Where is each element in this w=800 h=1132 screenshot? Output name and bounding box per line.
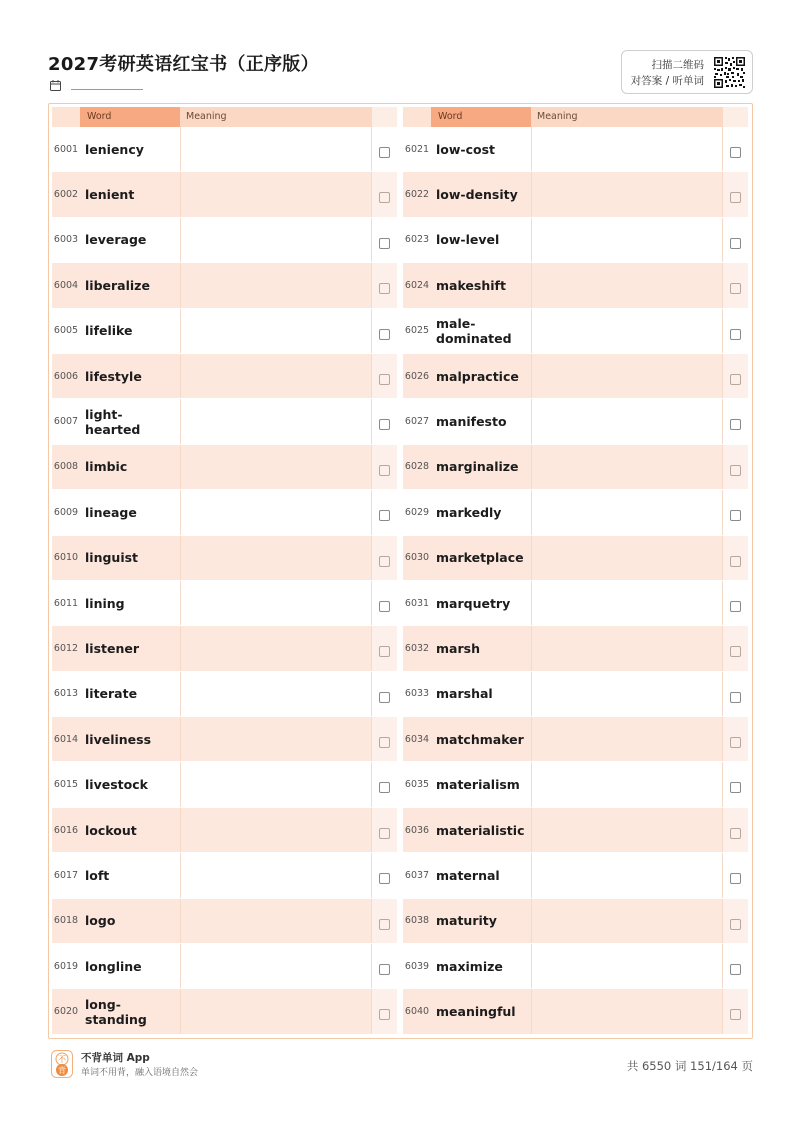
entry-number: 6014: [53, 733, 79, 745]
table-row: [52, 626, 397, 671]
table-row: [403, 762, 748, 807]
entry-word: limbic: [85, 459, 128, 475]
table-row: [52, 309, 397, 354]
table-row: [403, 626, 748, 671]
meaning-blank[interactable]: [531, 808, 723, 852]
meaning-blank[interactable]: [531, 490, 723, 534]
table-row: [403, 944, 748, 989]
entry-word: manifesto: [436, 414, 507, 430]
checkbox[interactable]: [730, 737, 741, 748]
checkbox[interactable]: [379, 192, 390, 203]
entry-word: leverage: [85, 232, 147, 248]
table-row: [52, 399, 397, 444]
entry-number: 6004: [53, 279, 79, 291]
checkbox[interactable]: [730, 782, 741, 793]
entry-word: materialistic: [436, 822, 525, 838]
entry-word: lifelike: [85, 323, 133, 339]
entry-word: meaningful: [436, 1004, 516, 1020]
entry-word: low-cost: [436, 141, 496, 157]
qr-code-icon[interactable]: [713, 56, 746, 89]
table-row: [403, 399, 748, 444]
date-row: [50, 80, 143, 91]
entry-number: 6030: [404, 552, 430, 564]
entry-number: 6022: [404, 189, 430, 201]
table-row: [52, 672, 397, 717]
table-row: [52, 989, 397, 1034]
vocabulary-frame: [48, 103, 753, 1039]
meaning-blank[interactable]: [180, 853, 372, 897]
table-row: [52, 853, 397, 898]
calendar-icon: [50, 80, 61, 91]
meaning-blank[interactable]: [531, 853, 723, 897]
entry-word: marginalize: [436, 459, 519, 475]
entry-number: 6024: [404, 279, 430, 291]
entry-word: leniency: [85, 141, 144, 157]
meaning-blank[interactable]: [531, 899, 723, 943]
checkbox[interactable]: [730, 329, 741, 340]
entry-number: 6016: [53, 824, 79, 836]
entry-word: materialism: [436, 777, 520, 793]
entry-word: lining: [85, 595, 125, 611]
entry-word: livestock: [85, 777, 148, 793]
checkbox[interactable]: [730, 1009, 741, 1020]
entry-number: 6039: [404, 960, 430, 972]
meaning-blank[interactable]: [531, 172, 723, 216]
checkbox[interactable]: [379, 782, 390, 793]
meaning-blank[interactable]: [180, 218, 372, 262]
entry-number: 6005: [53, 325, 79, 337]
entry-word: low-level: [436, 232, 500, 248]
entry-word: marquetry: [436, 595, 511, 611]
rows-right: [403, 127, 748, 1035]
entry-number: 6010: [53, 552, 79, 564]
word-table-left: [52, 107, 397, 1035]
table-header: [403, 107, 748, 127]
checkbox[interactable]: [730, 465, 741, 476]
checkbox[interactable]: [730, 828, 741, 839]
meaning-blank[interactable]: [531, 127, 723, 171]
meaning-blank[interactable]: [180, 172, 372, 216]
date-blank-line[interactable]: [71, 89, 143, 90]
meaning-blank[interactable]: [180, 309, 372, 353]
table-row: [403, 853, 748, 898]
qr-caption-line1: 扫描二维码: [651, 59, 704, 71]
column-header-word: Word: [431, 107, 531, 127]
entry-number: 6034: [404, 733, 430, 745]
meaning-blank[interactable]: [180, 263, 372, 307]
table-row: [52, 172, 397, 217]
meaning-blank[interactable]: [531, 399, 723, 443]
entry-number: 6020: [53, 1006, 79, 1018]
meaning-blank[interactable]: [531, 762, 723, 806]
meaning-blank[interactable]: [531, 626, 723, 670]
app-logo-icon: [51, 1050, 73, 1078]
meaning-blank[interactable]: [531, 309, 723, 353]
entry-number: 6003: [53, 234, 79, 246]
table-row: [403, 354, 748, 399]
checkbox[interactable]: [730, 556, 741, 567]
entry-number: 6019: [53, 960, 79, 972]
entry-word: low-density: [436, 187, 518, 203]
meaning-blank[interactable]: [180, 899, 372, 943]
table-row: [403, 172, 748, 217]
table-row: [52, 899, 397, 944]
checkbox[interactable]: [730, 283, 741, 294]
table-row: [52, 536, 397, 581]
entry-word: lifestyle: [85, 368, 142, 384]
app-name: 不背单词 App: [81, 1052, 150, 1064]
checkbox[interactable]: [379, 374, 390, 385]
meaning-blank[interactable]: [180, 944, 372, 988]
entry-number: 6031: [404, 597, 430, 609]
entry-number: 6033: [404, 688, 430, 700]
entry-word: liveliness: [85, 731, 152, 747]
checkbox[interactable]: [379, 556, 390, 567]
checkbox[interactable]: [379, 510, 390, 521]
entry-word: long-standing: [85, 996, 147, 1027]
checkbox[interactable]: [730, 919, 741, 930]
entry-number: 6009: [53, 506, 79, 518]
entry-word: light-hearted: [85, 406, 141, 437]
table-row: [403, 989, 748, 1034]
entry-number: 6028: [404, 461, 430, 473]
svg-text:不: 不: [58, 1055, 66, 1064]
meaning-blank[interactable]: [531, 581, 723, 625]
meaning-blank[interactable]: [531, 989, 723, 1033]
entry-number: 6007: [53, 416, 79, 428]
table-row: [52, 944, 397, 989]
table-row: [52, 808, 397, 853]
checkbox[interactable]: [379, 828, 390, 839]
meaning-blank[interactable]: [180, 762, 372, 806]
entry-word: maturity: [436, 913, 497, 929]
table-row: [403, 218, 748, 263]
checkbox[interactable]: [379, 329, 390, 340]
entry-number: 6023: [404, 234, 430, 246]
table-row: [403, 899, 748, 944]
checkbox[interactable]: [730, 646, 741, 657]
table-row: [403, 309, 748, 354]
checkbox[interactable]: [379, 147, 390, 158]
checkbox[interactable]: [379, 1009, 390, 1020]
meaning-blank[interactable]: [531, 263, 723, 307]
table-row: [52, 354, 397, 399]
table-row: [403, 808, 748, 853]
entry-number: 6026: [404, 370, 430, 382]
table-header: [52, 107, 397, 127]
table-row: [403, 490, 748, 535]
table-row: [403, 581, 748, 626]
column-header-meaning: Meaning: [531, 107, 723, 127]
meaning-blank[interactable]: [531, 354, 723, 398]
checkbox[interactable]: [379, 646, 390, 657]
checkbox[interactable]: [379, 919, 390, 930]
checkbox[interactable]: [379, 737, 390, 748]
page-title: 2027考研英语红宝书（正序版）: [48, 54, 319, 75]
checkbox[interactable]: [730, 873, 741, 884]
table-row: [52, 581, 397, 626]
entry-number: 6001: [53, 143, 79, 155]
checkbox[interactable]: [379, 238, 390, 249]
column-header-meaning: Meaning: [180, 107, 372, 127]
meaning-blank[interactable]: [180, 490, 372, 534]
table-row: [52, 218, 397, 263]
entry-number: 6013: [53, 688, 79, 700]
page-info: 共 6550 词 151/164 页: [626, 1059, 753, 1073]
entry-number: 6006: [53, 370, 79, 382]
entry-number: 6037: [404, 869, 430, 881]
table-row: [52, 263, 397, 308]
entry-number: 6035: [404, 779, 430, 791]
checkbox[interactable]: [730, 510, 741, 521]
meaning-blank[interactable]: [180, 808, 372, 852]
entry-number: 6036: [404, 824, 430, 836]
entry-number: 6021: [404, 143, 430, 155]
checkbox[interactable]: [730, 601, 741, 612]
entry-word: maximize: [436, 958, 503, 974]
entry-word: male-dominated: [436, 315, 512, 346]
entry-word: marshal: [436, 686, 493, 702]
table-row: [52, 127, 397, 172]
meaning-blank[interactable]: [180, 127, 372, 171]
column-header-word: Word: [80, 107, 180, 127]
meaning-blank[interactable]: [531, 445, 723, 489]
table-row: [52, 490, 397, 535]
checkbox[interactable]: [379, 601, 390, 612]
page-header: [48, 50, 753, 96]
checkbox[interactable]: [379, 964, 390, 975]
entry-number: 6040: [404, 1006, 430, 1018]
table-row: [403, 127, 748, 172]
table-row: [52, 762, 397, 807]
checkbox[interactable]: [379, 419, 390, 430]
entry-word: lineage: [85, 504, 137, 520]
checkbox[interactable]: [379, 692, 390, 703]
entry-word: markedly: [436, 504, 502, 520]
entry-word: literate: [85, 686, 138, 702]
entry-word: logo: [85, 913, 116, 929]
entry-word: lockout: [85, 822, 137, 838]
checkbox[interactable]: [730, 147, 741, 158]
svg-text:背: 背: [58, 1066, 66, 1075]
meaning-blank[interactable]: [531, 717, 723, 761]
meaning-blank[interactable]: [180, 536, 372, 580]
table-row: [403, 717, 748, 762]
meaning-blank[interactable]: [180, 717, 372, 761]
meaning-blank[interactable]: [180, 581, 372, 625]
checkbox[interactable]: [379, 873, 390, 884]
checkbox[interactable]: [730, 419, 741, 430]
entry-number: 6025: [404, 325, 430, 337]
checkbox[interactable]: [730, 238, 741, 249]
word-table-right: [403, 107, 748, 1035]
entry-word: marketplace: [436, 550, 524, 566]
checkbox[interactable]: [730, 192, 741, 203]
entry-word: marsh: [436, 640, 480, 656]
entry-number: 6027: [404, 416, 430, 428]
entry-word: matchmaker: [436, 731, 524, 747]
entry-word: listener: [85, 640, 140, 656]
meaning-blank[interactable]: [531, 218, 723, 262]
entry-number: 6029: [404, 506, 430, 518]
entry-number: 6008: [53, 461, 79, 473]
table-row: [52, 445, 397, 490]
table-row: [52, 717, 397, 762]
table-row: [403, 672, 748, 717]
entry-number: 6032: [404, 642, 430, 654]
checkbox[interactable]: [730, 964, 741, 975]
entry-number: 6011: [53, 597, 79, 609]
checkbox[interactable]: [730, 692, 741, 703]
entry-word: makeshift: [436, 277, 506, 293]
entry-word: malpractice: [436, 368, 519, 384]
meaning-blank[interactable]: [531, 944, 723, 988]
entry-number: 6017: [53, 869, 79, 881]
entry-number: 6015: [53, 779, 79, 791]
page-footer: [48, 1048, 753, 1080]
entry-word: longline: [85, 958, 142, 974]
meaning-blank[interactable]: [180, 445, 372, 489]
entry-word: linguist: [85, 550, 139, 566]
meaning-blank[interactable]: [180, 354, 372, 398]
table-row: [403, 263, 748, 308]
qr-code-panel[interactable]: [621, 50, 753, 94]
entry-word: maternal: [436, 867, 500, 883]
table-row: [403, 445, 748, 490]
meaning-blank[interactable]: [180, 989, 372, 1033]
app-slogan: 单词不用背，融入语境自然会: [81, 1068, 199, 1078]
meaning-blank[interactable]: [531, 536, 723, 580]
entry-number: 6012: [53, 642, 79, 654]
table-row: [403, 536, 748, 581]
checkbox[interactable]: [730, 374, 741, 385]
checkbox[interactable]: [379, 465, 390, 476]
entry-number: 6002: [53, 189, 79, 201]
rows-left: [52, 127, 397, 1035]
meaning-blank[interactable]: [180, 626, 372, 670]
entry-word: loft: [85, 867, 110, 883]
qr-caption-line2: 对答案 / 听单词: [630, 75, 704, 87]
meaning-blank[interactable]: [180, 399, 372, 443]
entry-word: lenient: [85, 187, 135, 203]
meaning-blank[interactable]: [531, 672, 723, 716]
meaning-blank[interactable]: [180, 672, 372, 716]
entry-number: 6018: [53, 915, 79, 927]
entry-word: liberalize: [85, 277, 150, 293]
checkbox[interactable]: [379, 283, 390, 294]
entry-number: 6038: [404, 915, 430, 927]
